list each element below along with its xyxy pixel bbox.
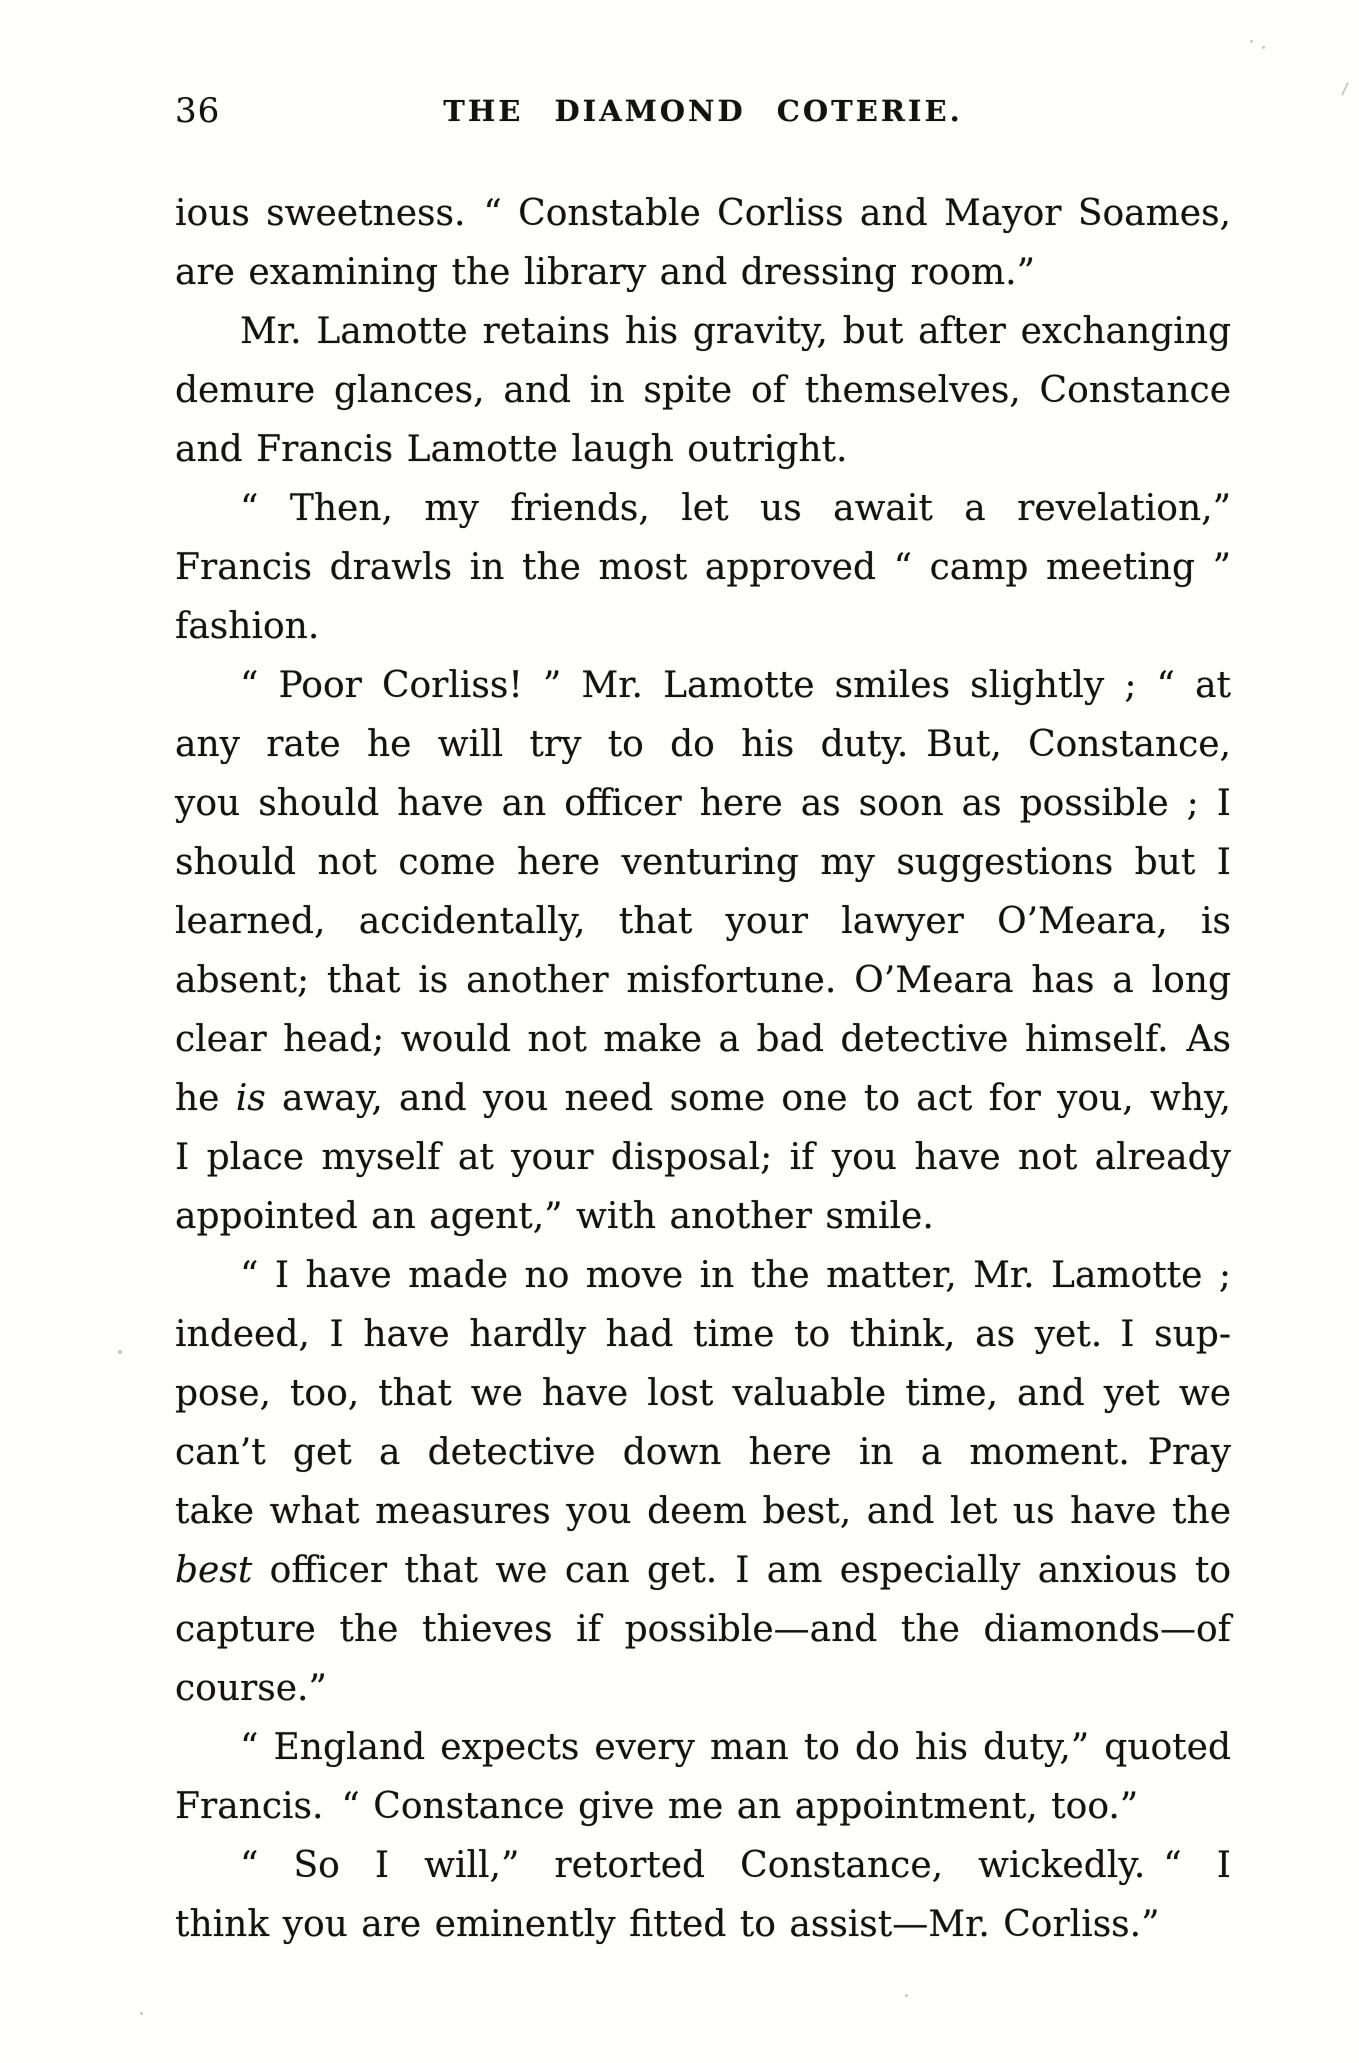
paragraph [175,302,1231,479]
scan-artifact [140,2012,143,2015]
text-line: “ I have made no move in the matter, Mr. Lamotte ; [240,1255,1231,1296]
text-line: learned, accidentally, that your lawyer O’Meara, is [175,901,1231,942]
text-line: clear head; would not make a bad detective himself. As [175,1019,1231,1060]
text-line: pose, too, that we have lost valuable time, and yet we [175,1373,1231,1414]
text-line: should not come here venturing my suggestions but I [175,842,1231,883]
body-text [175,184,1231,1954]
text-line: best officer that we can get. I am especially anxious to [175,1550,1231,1591]
scan-artifact [1341,82,1349,96]
page-number: 36 [175,91,221,131]
text-line: Francis drawls in the most approved “ camp meeting ” [175,547,1231,588]
text-line: ious sweetness. “ Constable Corliss and Mayor Soames, [175,193,1231,234]
text-line: take what measures you deem best, and let us have the [175,1491,1231,1532]
scan-artifact [1250,40,1253,43]
text-line: any rate he will try to do his duty. But, Constance, [175,724,1231,765]
text-line: fashion. [175,606,320,647]
text-line: think you are eminently fitted to assist—Mr. Corliss.” [175,1904,1160,1945]
text-line: demure glances, and in spite of themselves, Constance [175,370,1231,411]
paragraph [175,1246,1231,1718]
text-line: “ So I will,” retorted Constance, wickedly. “ I [240,1845,1231,1886]
text-line: absent; that is another misfortune. O’Meara has a long [175,960,1231,1001]
text-line: Francis. “ Constance give me an appointment, too.” [175,1786,1139,1827]
page-header [175,88,1231,134]
paragraph [175,656,1231,1246]
running-header-title: THE DIAMOND COTERIE. [443,94,963,128]
text-line: “ Then, my friends, let us await a revelation,” [240,488,1231,529]
text-line: are examining the library and dressing room.” [175,252,1036,293]
text-line: “ Poor Corliss! ” Mr. Lamotte smiles slightly ; “ at [240,665,1231,706]
text-line: Mr. Lamotte retains his gravity, but after exchanging [240,311,1231,352]
paragraph [175,1718,1231,1836]
paragraph [175,1836,1231,1954]
text-line: he is away, and you need some one to act for you, why, [175,1078,1231,1119]
scan-artifact [905,1994,908,1997]
text-line: course.” [175,1668,327,1709]
text-line: you should have an officer here as soon as possible ; I [175,783,1231,824]
scan-artifact [118,1350,122,1354]
paragraph [175,479,1231,656]
text-line: and Francis Lamotte laugh outright. [175,429,848,470]
text-line: I place myself at your disposal; if you have not already [175,1137,1231,1178]
text-line: appointed an agent,” with another smile. [175,1196,934,1237]
text-line: capture the thieves if possible—and the diamonds—of [175,1609,1231,1650]
paragraph [175,184,1231,302]
text-line: can’t get a detective down here in a moment. Pray [175,1432,1231,1473]
scan-artifact [1262,46,1265,49]
text-line: indeed, I have hardly had time to think, as yet. I sup- [175,1314,1231,1355]
text-line: “ England expects every man to do his duty,” quoted [240,1727,1231,1768]
